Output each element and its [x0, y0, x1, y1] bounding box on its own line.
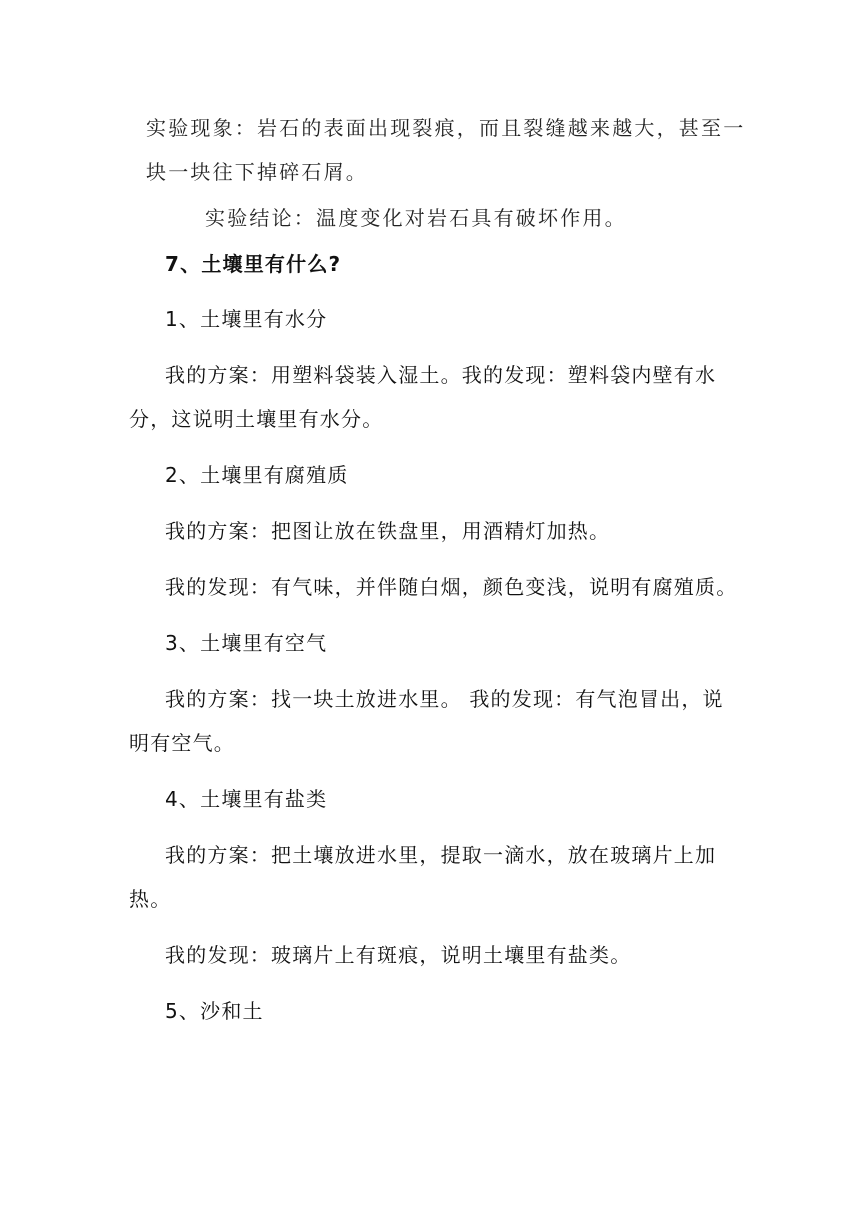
air-plan-line-2: 明有空气。	[129, 731, 235, 755]
item-heading-salt: 4、土壤里有盐类	[165, 787, 328, 811]
water-plan-line-1: 我的方案：用塑料袋装入湿土。我的发现：塑料袋内壁有水	[165, 363, 717, 387]
air-plan-line-1: 我的方案：找一块土放进水里。 我的发现：有气泡冒出，说	[165, 687, 724, 711]
conclusion-text: 实验结论：温度变化对岩石具有破坏作用。	[205, 206, 627, 230]
salt-plan-line-1: 我的方案：把土壤放进水里，提取一滴水，放在玻璃片上加	[165, 843, 717, 867]
phenomenon-text-line-1: 实验现象：岩石的表面出现裂痕，而且裂缝越来越大，甚至一	[146, 116, 746, 140]
phenomenon-text-line-2: 块一块往下掉碎石屑。	[146, 160, 368, 184]
water-plan-line-2: 分，这说明土壤里有水分。	[129, 407, 384, 431]
section-title: 7、土壤里有什么?	[165, 252, 342, 276]
humus-finding: 我的发现：有气味，并伴随白烟，颜色变浅，说明有腐殖质。	[165, 575, 738, 599]
item-heading-sand-soil: 5、沙和土	[165, 999, 264, 1023]
salt-finding: 我的发现：玻璃片上有斑痕，说明土壤里有盐类。	[165, 943, 632, 967]
item-heading-humus: 2、土壤里有腐殖质	[165, 463, 349, 487]
humus-plan: 我的方案：把图让放在铁盘里，用酒精灯加热。	[165, 519, 611, 543]
salt-plan-line-2: 热。	[129, 887, 172, 911]
item-heading-water: 1、土壤里有水分	[165, 307, 328, 331]
item-heading-air: 3、土壤里有空气	[165, 631, 328, 655]
